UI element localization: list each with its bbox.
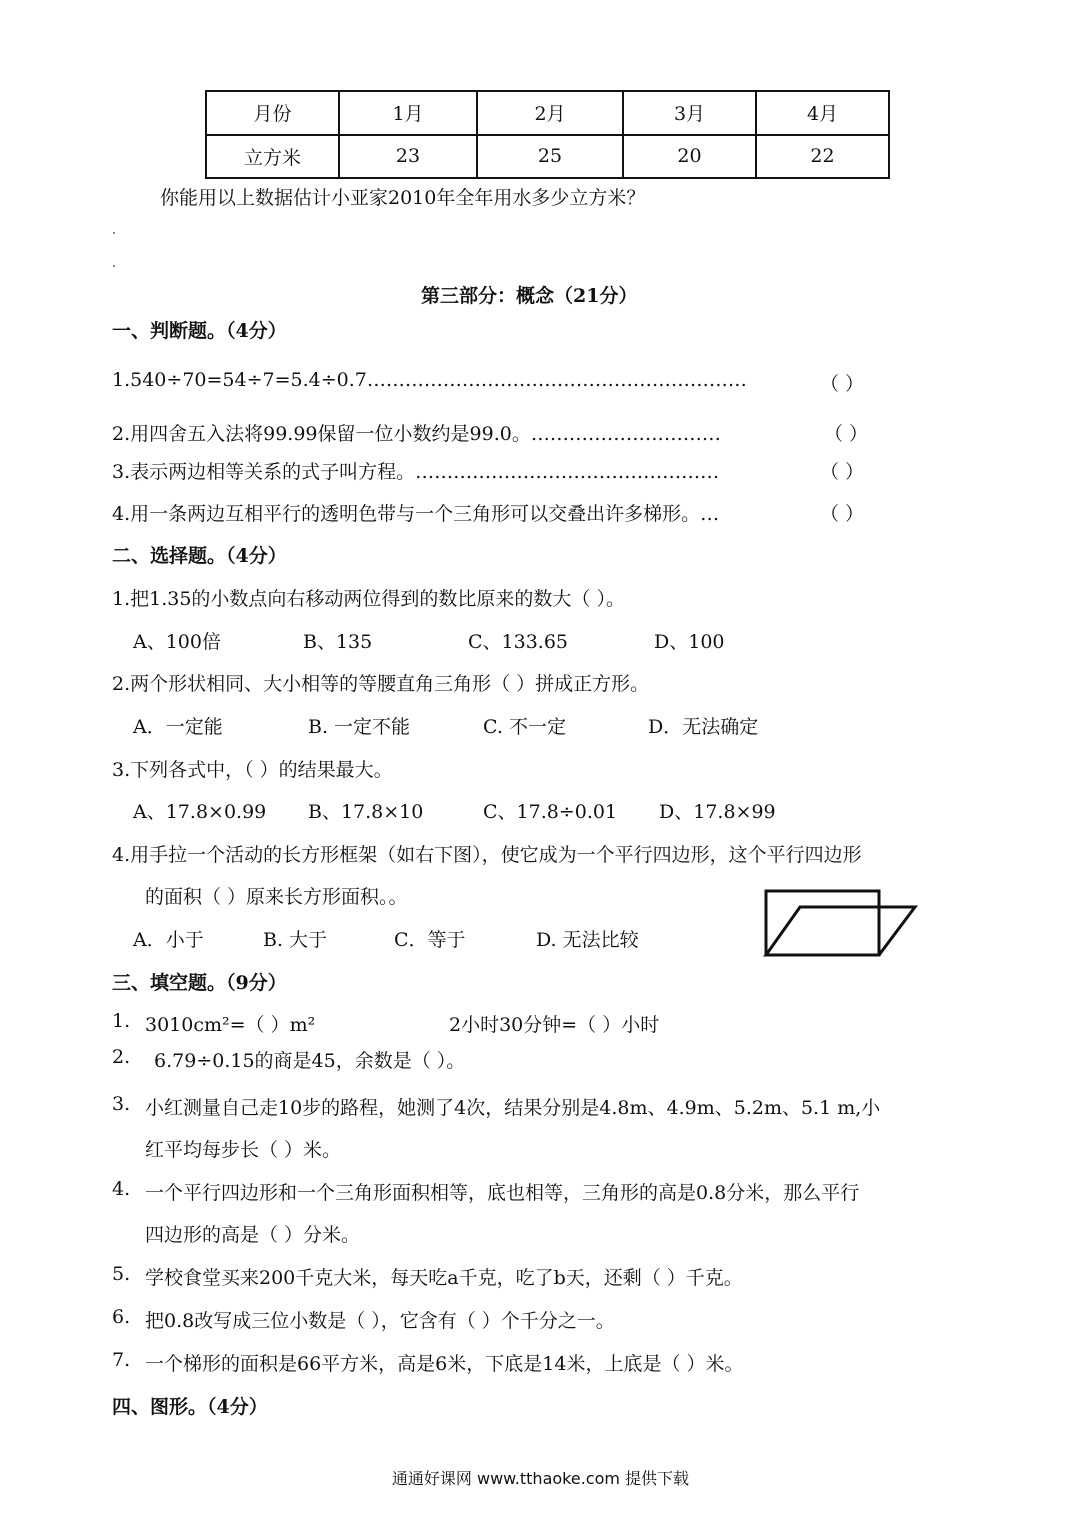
fill-question-4: 一个平行四边形和一个三角形面积相等，底也相等，三角形的高是0.8分米，那么平行 bbox=[145, 1182, 860, 1204]
fill-question-1b: 2小时30分钟=（ ）小时 bbox=[449, 1014, 660, 1036]
choice-option: A、17.8×0.99 bbox=[133, 801, 267, 823]
choice-option: C、133.65 bbox=[468, 631, 569, 653]
judge-item-4: 4.用一条两边互相平行的透明色带与一个三角形可以交叠出许多梯形。… bbox=[112, 503, 720, 525]
choice-option: D. 无法比较 bbox=[536, 929, 639, 951]
choice-option: B. 一定不能 bbox=[308, 716, 411, 738]
choice-option: A、100倍 bbox=[133, 631, 221, 653]
parallelogram-shape bbox=[766, 907, 915, 955]
choice-question-2: 2.两个形状相同、大小相等的等腰直角三角形（ ）拼成正方形。 bbox=[112, 673, 650, 695]
choice-option: A．一定能 bbox=[133, 716, 223, 738]
judge-item-2: 2.用四舍五入法将99.99保留一位小数约是99.0。………………………… bbox=[112, 423, 721, 445]
answer-paren: （ ） bbox=[824, 423, 869, 445]
table-cell: 25 bbox=[477, 135, 623, 179]
fill-number: 1. bbox=[112, 1010, 131, 1032]
fill-number: 2. bbox=[112, 1046, 131, 1068]
fill-question-2: 6.79÷0.15的商是45，余数是（ ）。 bbox=[154, 1050, 466, 1072]
choice-option: D、17.8×99 bbox=[659, 801, 776, 823]
choice-option: D、100 bbox=[654, 631, 725, 653]
choice-option: B、17.8×10 bbox=[308, 801, 424, 823]
rectangle-shape bbox=[766, 891, 879, 955]
figure-heading: 四、图形。（4分） bbox=[112, 1396, 268, 1418]
choice-option: B. 大于 bbox=[263, 929, 328, 951]
table-cell: 4月 bbox=[756, 91, 889, 135]
estimate-question: 你能用以上数据估计小亚家2010年全年用水多少立方米？ bbox=[160, 187, 646, 209]
fill-question-4-cont: 四边形的高是（ ）分米。 bbox=[145, 1224, 361, 1246]
scan-dot bbox=[113, 232, 115, 234]
answer-paren: （ ） bbox=[820, 461, 865, 483]
answer-paren: （ ） bbox=[820, 373, 865, 395]
fill-heading: 三、填空题。（9分） bbox=[112, 972, 287, 994]
table-cell: 23 bbox=[339, 135, 477, 179]
choice-option: C. 不一定 bbox=[483, 716, 566, 738]
rectangle-parallelogram-figure bbox=[760, 885, 920, 960]
table-cell: 立方米 bbox=[206, 135, 339, 179]
table-cell: 1月 bbox=[339, 91, 477, 135]
fill-question-6: 把0.8改写成三位小数是（ ），它含有（ ）个千分之一。 bbox=[145, 1310, 615, 1332]
page-footer: 通通好课网 www.tthaoke.com 提供下载 bbox=[391, 1469, 690, 1488]
answer-paren: （ ） bbox=[820, 503, 865, 525]
table-cell: 月份 bbox=[206, 91, 339, 135]
scan-dot bbox=[113, 265, 115, 267]
fill-number: 6. bbox=[112, 1306, 131, 1328]
fill-number: 5. bbox=[112, 1263, 131, 1285]
fill-question-3: 小红测量自己走10步的路程，她测了4次，结果分别是4.8m、4.9m、5.2m、5.1 m,小 bbox=[145, 1097, 881, 1119]
choice-option: C、17.8÷0.01 bbox=[483, 801, 618, 823]
fill-question-1a: 3010cm²=（ ）m² bbox=[145, 1014, 316, 1036]
table-row bbox=[206, 135, 889, 179]
choice-question-4-cont: 的面积（ ）原来长方形面积。。 bbox=[145, 886, 408, 908]
judge-item-1: 1.540÷70=54÷7=5.4÷0.7…………………………………………………… bbox=[112, 369, 747, 391]
choice-heading: 二、选择题。（4分） bbox=[112, 545, 287, 567]
table-cell: 3月 bbox=[623, 91, 756, 135]
water-usage-table bbox=[205, 90, 890, 179]
choice-option: A．小于 bbox=[133, 929, 204, 951]
fill-question-3-cont: 红平均每步长（ ）米。 bbox=[145, 1139, 342, 1161]
judge-heading: 一、判断题。（4分） bbox=[112, 320, 287, 342]
fill-number: 3. bbox=[112, 1093, 131, 1115]
judge-item-3: 3.表示两边相等关系的式子叫方程。………………………………………… bbox=[112, 461, 720, 483]
choice-question-1: 1.把1.35的小数点向右移动两位得到的数比原来的数大（ ）。 bbox=[112, 588, 625, 610]
fill-number: 7. bbox=[112, 1349, 131, 1371]
table-cell: 20 bbox=[623, 135, 756, 179]
fill-number: 4. bbox=[112, 1178, 131, 1200]
fill-question-5: 学校食堂买来200千克大米，每天吃a千克，吃了b天，还剩（ ）千克。 bbox=[145, 1267, 743, 1289]
choice-option: B、135 bbox=[303, 631, 373, 653]
fill-question-7: 一个梯形的面积是66平方米，高是6米，下底是14米，上底是（ ）米。 bbox=[145, 1353, 744, 1375]
choice-option: C．等于 bbox=[394, 929, 466, 951]
choice-option: D．无法确定 bbox=[648, 716, 759, 738]
section-title: 第三部分：概念（21分） bbox=[421, 285, 638, 307]
table-cell: 2月 bbox=[477, 91, 623, 135]
table-cell: 22 bbox=[756, 135, 889, 179]
choice-question-4: 4.用手拉一个活动的长方形框架（如右下图），使它成为一个平行四边形，这个平行四边形 bbox=[112, 844, 862, 866]
choice-question-3: 3.下列各式中，（ ）的结果最大。 bbox=[112, 759, 393, 781]
table-header-row bbox=[206, 91, 889, 135]
